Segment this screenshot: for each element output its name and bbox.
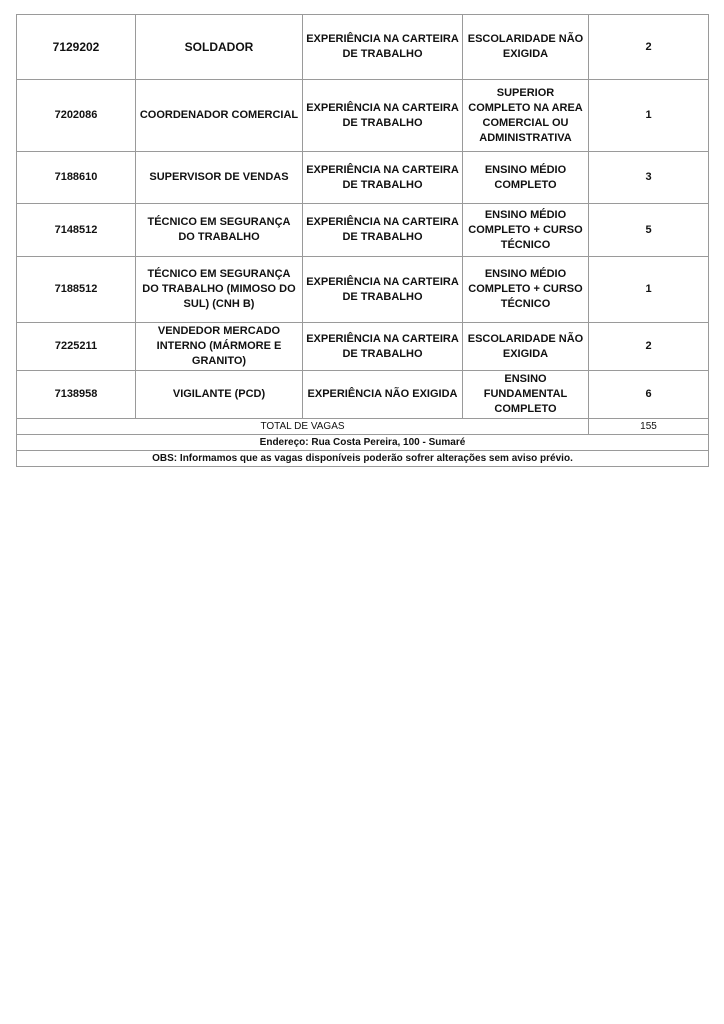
job-education: ENSINO FUNDAMENTAL COMPLETO: [463, 371, 589, 419]
job-vacancies: 2: [589, 323, 709, 371]
job-code: 7188610: [17, 152, 136, 204]
job-experience: EXPERIÊNCIA NA CARTEIRA DE TRABALHO: [303, 15, 463, 80]
job-education: ENSINO MÉDIO COMPLETO: [463, 152, 589, 204]
table-row: [17, 80, 709, 152]
job-experience: EXPERIÊNCIA NA CARTEIRA DE TRABALHO: [303, 152, 463, 204]
job-education: ENSINO MÉDIO COMPLETO + CURSO TÉCNICO: [463, 204, 589, 257]
table-row: [17, 204, 709, 257]
job-vacancies-table: [16, 14, 709, 467]
job-title: TÉCNICO EM SEGURANÇA DO TRABALHO: [136, 204, 303, 257]
job-education: ESCOLARIDADE NÃO EXIGIDA: [463, 15, 589, 80]
table-row: [17, 323, 709, 371]
job-code: 7202086: [17, 80, 136, 152]
job-vacancies: 5: [589, 204, 709, 257]
job-code: 7129202: [17, 15, 136, 80]
total-vacancies-label: TOTAL DE VAGAS: [17, 419, 589, 435]
job-vacancies: 1: [589, 257, 709, 323]
job-title: COORDENADOR COMERCIAL: [136, 80, 303, 152]
job-title: TÉCNICO EM SEGURANÇA DO TRABALHO (MIMOSO DO SUL) (CNH B): [136, 257, 303, 323]
job-listing-sheet: [16, 14, 708, 467]
job-experience: EXPERIÊNCIA NÃO EXIGIDA: [303, 371, 463, 419]
table-row: [17, 257, 709, 323]
job-title: VIGILANTE (PCD): [136, 371, 303, 419]
total-vacancies-value: 155: [589, 419, 709, 435]
job-code: 7148512: [17, 204, 136, 257]
table-row: [17, 15, 709, 80]
job-education: SUPERIOR COMPLETO NA AREA COMERCIAL OU ADMINISTRATIVA: [463, 80, 589, 152]
note-row: [17, 451, 709, 467]
table-row: [17, 152, 709, 204]
job-education: ESCOLARIDADE NÃO EXIGIDA: [463, 323, 589, 371]
job-experience: EXPERIÊNCIA NA CARTEIRA DE TRABALHO: [303, 80, 463, 152]
job-code: 7138958: [17, 371, 136, 419]
job-experience: EXPERIÊNCIA NA CARTEIRA DE TRABALHO: [303, 323, 463, 371]
job-title: SUPERVISOR DE VENDAS: [136, 152, 303, 204]
job-vacancies: 1: [589, 80, 709, 152]
job-code: 7188512: [17, 257, 136, 323]
job-vacancies: 2: [589, 15, 709, 80]
total-row: [17, 419, 709, 435]
address-text: Endereço: Rua Costa Pereira, 100 - Sumaré: [17, 435, 709, 451]
disclaimer-note: OBS: Informamos que as vagas disponíveis poderão sofrer alterações sem aviso prévio.: [17, 451, 709, 467]
table-row: [17, 371, 709, 419]
job-vacancies: 6: [589, 371, 709, 419]
job-education: ENSINO MÉDIO COMPLETO + CURSO TÉCNICO: [463, 257, 589, 323]
job-title: VENDEDOR MERCADO INTERNO (MÁRMORE E GRANITO): [136, 323, 303, 371]
job-vacancies: 3: [589, 152, 709, 204]
job-experience: EXPERIÊNCIA NA CARTEIRA DE TRABALHO: [303, 204, 463, 257]
address-row: [17, 435, 709, 451]
job-experience: EXPERIÊNCIA NA CARTEIRA DE TRABALHO: [303, 257, 463, 323]
job-title: SOLDADOR: [136, 15, 303, 80]
job-code: 7225211: [17, 323, 136, 371]
